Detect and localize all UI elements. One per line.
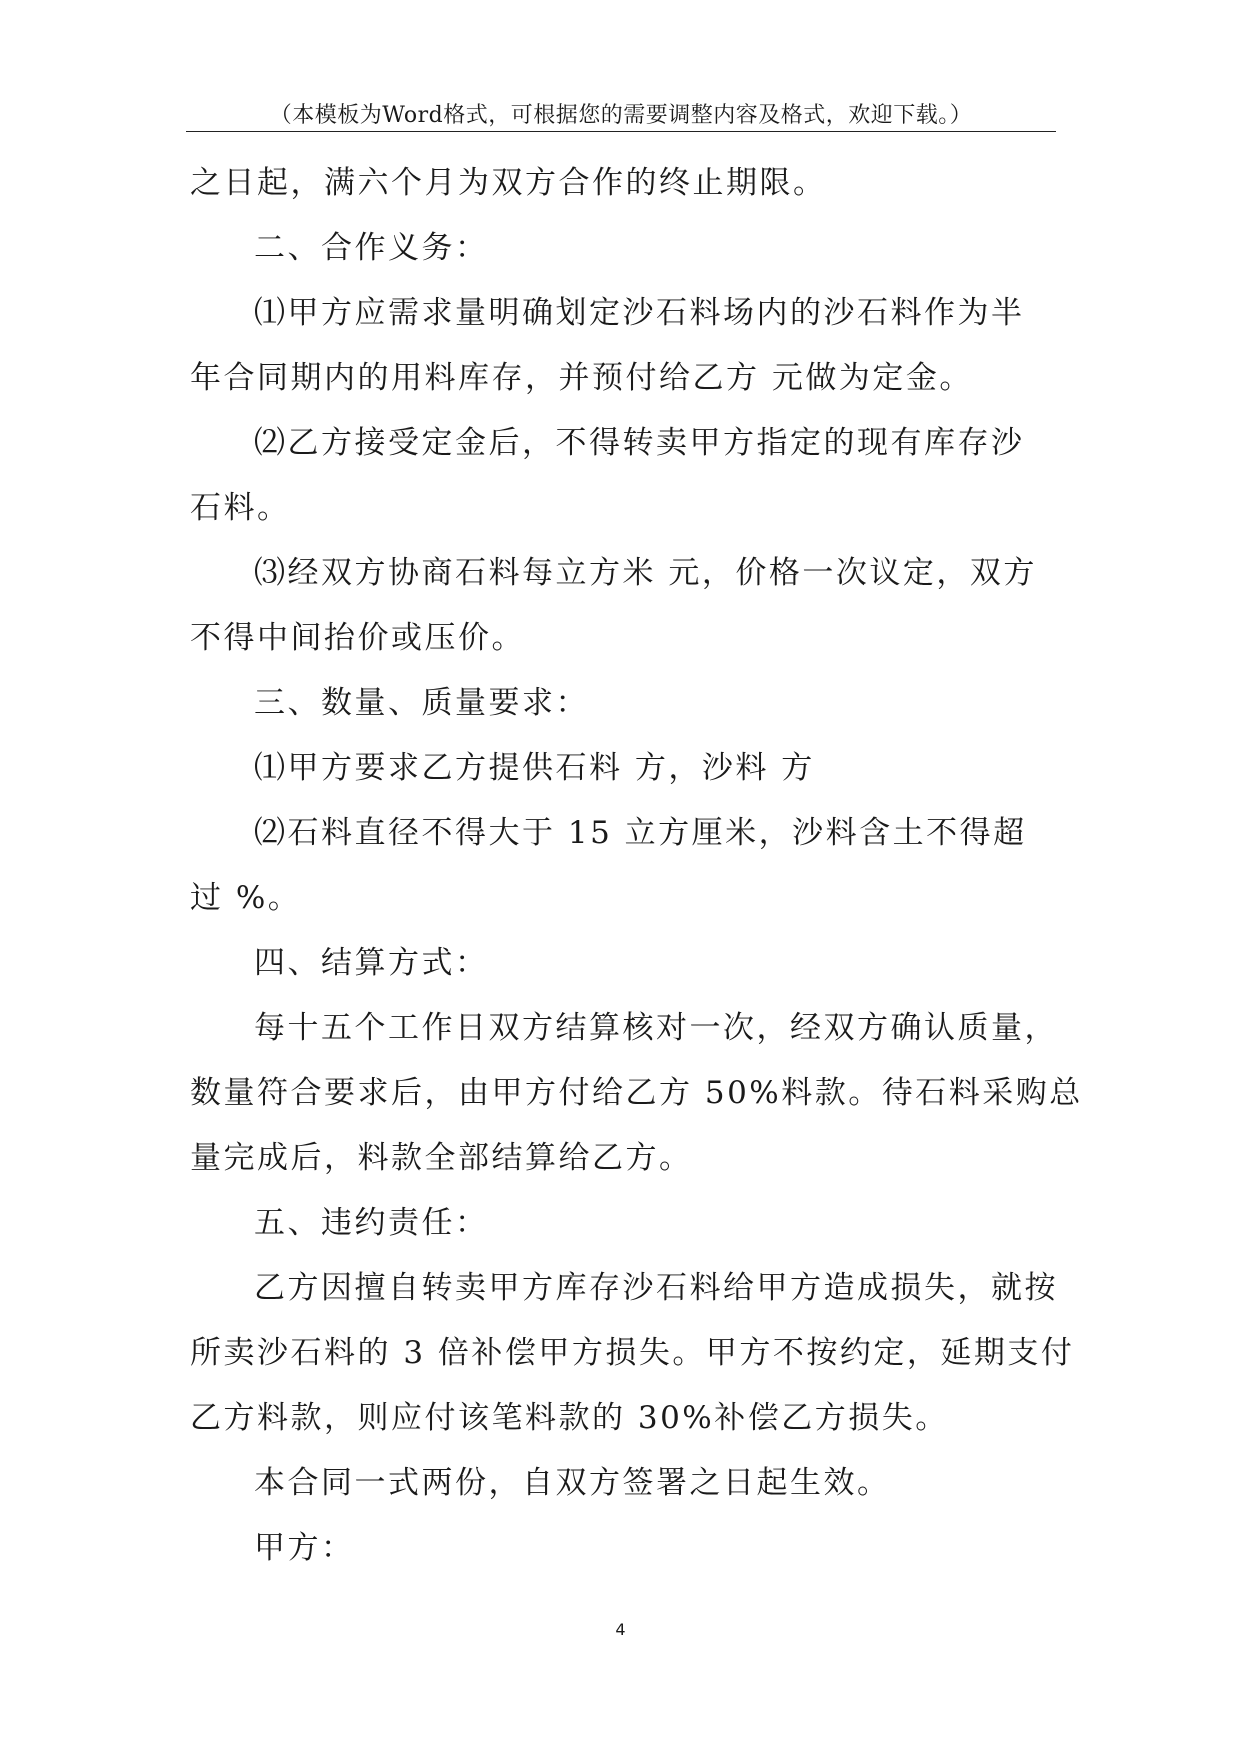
- body-line: 数量符合要求后，由甲方付给乙方 50%料款。待石料采购总: [190, 1075, 1083, 1111]
- body-line: 石料。: [190, 490, 291, 526]
- body-line: 乙方因擅自转卖甲方库存沙石料给甲方造成损失，就按: [254, 1270, 1058, 1306]
- body-line: 量完成后，料款全部结算给乙方。: [190, 1140, 693, 1176]
- body-line: 每十五个工作日双方结算核对一次，经双方确认质量，: [254, 1010, 1058, 1046]
- body-line: 不得中间抬价或压价。: [190, 620, 525, 656]
- body-line: 三、数量、质量要求：: [254, 685, 589, 721]
- body-line: 本合同一式两份，自双方签署之日起生效。: [254, 1465, 891, 1501]
- body-line: 二、合作义务：: [254, 230, 489, 266]
- body-line: 所卖沙石料的 3 倍补偿甲方损失。甲方不按约定，延期支付: [190, 1335, 1075, 1371]
- body-line: ⑶经双方协商石料每立方米 元，价格一次议定，双方: [254, 555, 1037, 591]
- body-line: 过 %。: [190, 880, 302, 916]
- body-line: 年合同期内的用料库存，并预付给乙方 元做为定金。: [190, 360, 973, 396]
- header-rule: [186, 131, 1056, 132]
- body-line: 之日起，满六个月为双方合作的终止期限。: [190, 165, 827, 201]
- body-line: ⑴甲方应需求量明确划定沙石料场内的沙石料作为半: [254, 295, 1025, 331]
- body-line: 四、结算方式：: [254, 945, 489, 981]
- body-line: ⑴甲方要求乙方提供石料 方，沙料 方: [254, 750, 815, 786]
- body-line: ⑵石料直径不得大于 15 立方厘米，沙料含土不得超: [254, 815, 1027, 851]
- body-line: 乙方料款，则应付该笔料款的 30%补偿乙方损失。: [190, 1400, 949, 1436]
- page-number: 4: [615, 1620, 626, 1639]
- body-line: ⑵乙方接受定金后，不得转卖甲方指定的现有库存沙: [254, 425, 1025, 461]
- document-body: [190, 151, 1083, 1581]
- header-note: （本模板为Word格式，可根据您的需要调整内容及格式，欢迎下载。）: [269, 103, 973, 128]
- body-line: 甲方：: [254, 1530, 355, 1566]
- body-line: 五、违约责任：: [254, 1205, 489, 1241]
